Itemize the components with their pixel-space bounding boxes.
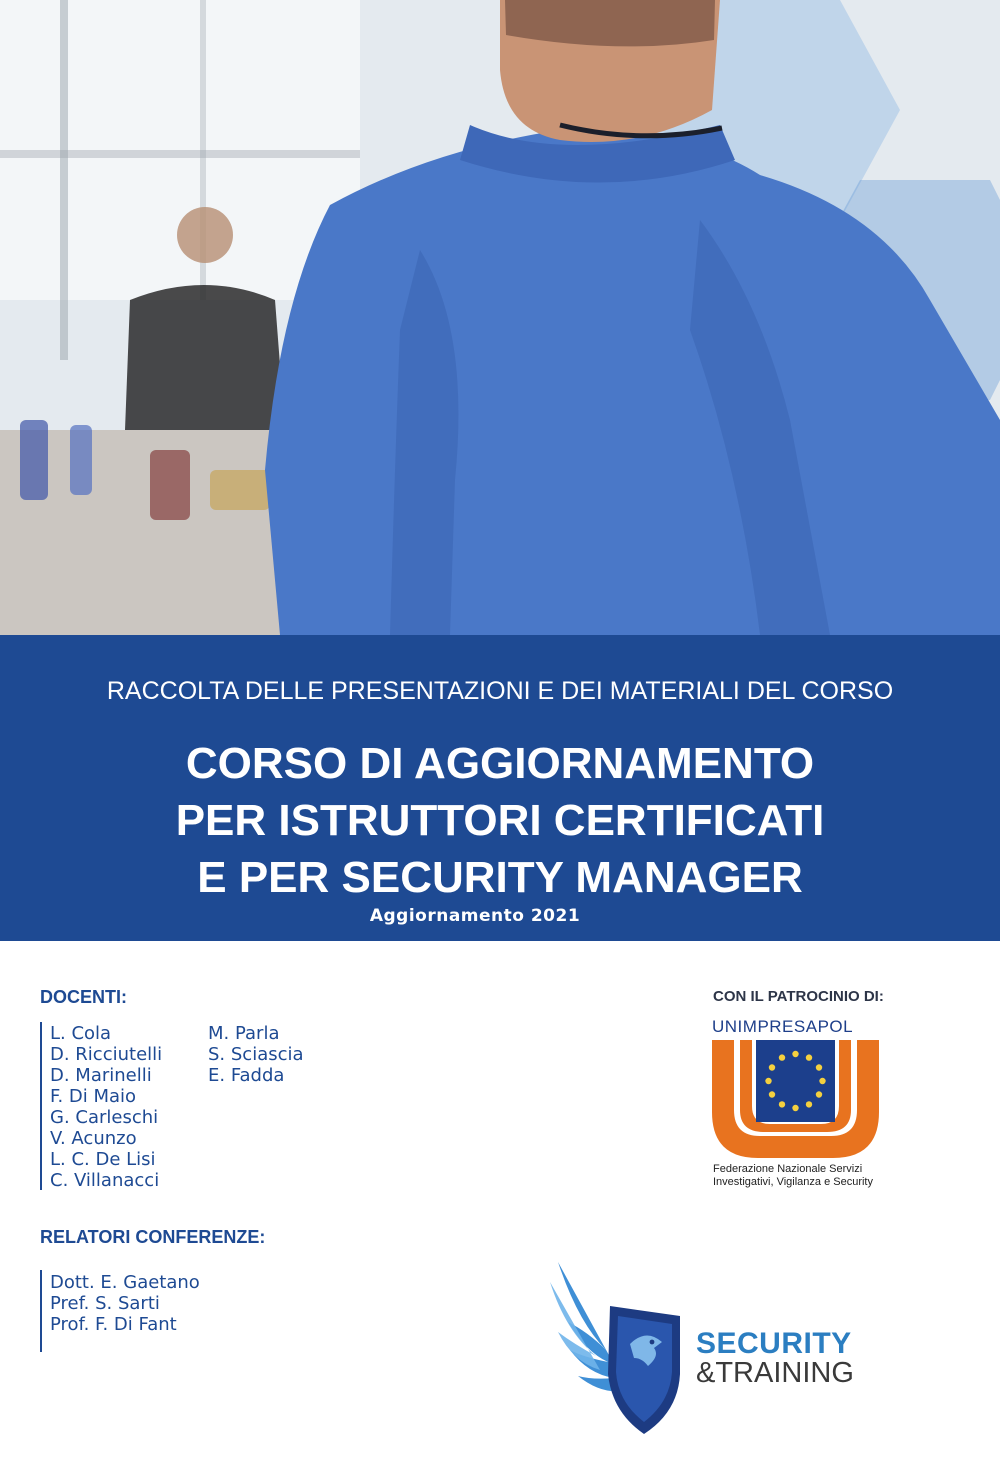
- cover-photo-illustration: [0, 0, 1000, 635]
- list-item: Dott. E. Gaetano: [50, 1272, 200, 1293]
- docenti-heading: DOCENTI:: [40, 987, 127, 1007]
- docenti-list-1: [50, 1023, 162, 1191]
- subtitle-kicker: RACCOLTA DELLE PRESENTAZIONI E DEI MATERIALI DEL CORSO: [106, 677, 894, 705]
- course-title-line-3: E PER SECURITY MANAGER: [197, 853, 803, 902]
- list-item: C. Villanacci: [50, 1170, 160, 1191]
- list-item: Pref. S. Sarti: [50, 1293, 160, 1314]
- list-item: F. Di Maio: [50, 1086, 137, 1107]
- brand-training: &TRAINING: [696, 1357, 854, 1389]
- list-item: L. Cola: [50, 1023, 112, 1044]
- unimpresapol-logo: [712, 1040, 879, 1158]
- security-training-emblem: [548, 1262, 688, 1442]
- list-item: L. C. De Lisi: [50, 1149, 156, 1170]
- update-year: Aggiornamento 2021: [369, 906, 581, 926]
- title-band: [0, 635, 1000, 941]
- course-title-line-2: PER ISTRUTTORI CERTIFICATI: [175, 796, 825, 845]
- list-item: D. Marinelli: [50, 1065, 152, 1086]
- docenti-divider: [40, 1022, 42, 1190]
- brand-security: SECURITY: [696, 1327, 852, 1360]
- list-item: Prof. F. Di Fant: [50, 1314, 177, 1335]
- cover-photo: [0, 0, 1000, 635]
- course-title: [0, 735, 1000, 906]
- federation-line-1: Federazione Nazionale Servizi: [713, 1163, 863, 1175]
- list-item: V. Acunzo: [50, 1128, 137, 1149]
- list-item: M. Parla: [208, 1023, 280, 1044]
- relatori-list: [50, 1272, 200, 1335]
- relatori-heading: RELATORI CONFERENZE:: [40, 1227, 266, 1247]
- list-item: D. Ricciutelli: [50, 1044, 163, 1065]
- list-item: E. Fadda: [208, 1065, 285, 1086]
- docenti-list-2: [208, 1023, 304, 1086]
- federation-line-2: Investigativi, Vigilanza e Security: [713, 1176, 873, 1188]
- list-item: G. Carleschi: [50, 1107, 159, 1128]
- relatori-divider: [40, 1270, 42, 1352]
- list-item: S. Sciascia: [208, 1044, 304, 1065]
- patronage-heading: CON IL PATROCINIO DI:: [713, 988, 884, 1005]
- course-title-line-1: CORSO DI AGGIORNAMENTO: [185, 739, 815, 788]
- unimpresapol-name: UNIMPRESAPOL: [712, 1017, 854, 1036]
